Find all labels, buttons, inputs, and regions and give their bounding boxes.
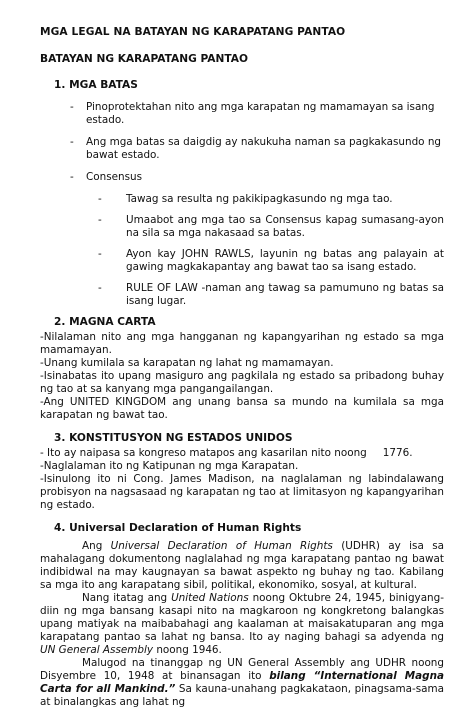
text-bold-italic: bilang “International Magna Carta for all Mankind.” [40, 670, 444, 695]
section-3-body [40, 447, 444, 512]
list-dash: - [70, 101, 74, 113]
list-item [40, 136, 444, 162]
list-dash: - [98, 282, 102, 294]
paragraph-line [40, 447, 444, 460]
list-item [40, 101, 444, 127]
text-run: Malugod na tinanggap ng UN General Assembly ang UDHR noong Disyembre 10, 1948 at binansagan ito [40, 657, 444, 682]
paragraph-line: -Isinabatas ito upang masiguro ang pagkilala ng estado sa pribadong buhay ng tao at sa kanyang mga pangangailangan. [40, 370, 444, 395]
sub-list-item [40, 214, 444, 240]
text-run: (UDHR) ay isa sa mahalagang dokumentong naglalahad ng mga karapatang pantao ng bawat indibidwal na may kaugnayan sa bawat aspekto ng buhay ng tao. Kabilang sa mga ito ang karapatang sibil, politikal, ekonomiko, sosyal, at kultural. [40, 540, 444, 591]
section-2-heading: 2. MAGNA CARTA [54, 316, 156, 328]
text-run: noong 1946. [153, 644, 222, 656]
line-text: - Ito ay naipasa sa kongreso matapos ang kasarilan nito noong [40, 447, 367, 459]
paragraph-line: -Isinulong ito ni Cong. James Madison, na naglalaman ng labindalawang probisyon na nagsasaad ng karapatan ng tao at limitasyon ng kapangyarihan ng estado. [40, 473, 444, 511]
paragraph-line: -Ang UNITED KINGDOM ang unang bansa sa mundo na kumilala sa mga karapatan ng bawat tao. [40, 396, 444, 421]
document-subtitle: BATAYAN NG KARAPATANG PANTAO [40, 53, 248, 65]
sub-list-item [40, 282, 444, 308]
list-dash: - [98, 248, 102, 260]
paragraph-line: -Naglalaman ito ng Katipunan ng mga Karapatan. [40, 460, 299, 472]
document-title: MGA LEGAL NA BATAYAN NG KARAPATANG PANTAO [40, 26, 346, 38]
list-item-text: Consensus [86, 171, 143, 183]
sub-list-item [40, 248, 444, 274]
paragraph [40, 657, 444, 709]
list-dash: - [70, 171, 74, 183]
list-dash: - [70, 136, 74, 148]
list-item-text: Ang mga batas sa daigdig ay nakukuha naman sa pagkakasundo ng bawat estado. [86, 136, 442, 161]
sub-list-item-text: Ayon kay JOHN RAWLS, layunin ng batas ang palayain at gawing magkakapantay ang bawat tao sa isang estado. [126, 248, 444, 273]
paragraph [40, 540, 444, 592]
sub-list-item [40, 193, 444, 206]
sub-list-item-text: Tawag sa resulta ng pakikipagkasundo ng mga tao. [126, 193, 393, 205]
list-item [40, 171, 444, 184]
text-italic: UN General Assembly [40, 644, 154, 656]
sub-list-item-text: RULE OF LAW -naman ang tawag sa pamumuno ng batas sa isang lugar. [126, 282, 444, 307]
year-text: 1776. [382, 447, 413, 459]
text-run: Nang itatag ang [82, 592, 172, 604]
list-dash: - [98, 193, 102, 205]
text-run: noong Oktubre 24, 1945, binigyang-diin ng mga bansang kasapi nito na magkaroon ng kongkretong balangkas upang matiyak na maibabahagi ang kaalaman at maisakatuparan ang mga karapatang pantao sa lahat ng bansa. Ito ay naging bahagi sa adyenda ng [40, 592, 444, 643]
paragraph-line: -Unang kumilala sa karapatan ng lahat ng mamamayan. [40, 357, 334, 369]
list-dash: - [98, 214, 102, 226]
text-run: Sa kauna-unahang pagkakataon, pinagsama-sama at binalangkas ang lahat ng [40, 683, 444, 708]
text-italic: Universal Declaration of Human Rights [110, 540, 333, 552]
text-run: Ang [82, 540, 111, 552]
section-4-heading: 4. Universal Declaration of Human Rights [54, 522, 302, 534]
section-2-body [40, 331, 444, 422]
text-italic: United Nations [171, 592, 249, 604]
list-item-text: Pinoprotektahan nito ang mga karapatan ng mamamayan sa isang estado. [86, 101, 435, 126]
section-1-heading: 1. MGA BATAS [54, 79, 138, 91]
sub-list-item-text: Umaabot ang mga tao sa Consensus kapag sumasang-ayon na sila sa mga nakasaad sa batas. [126, 214, 444, 239]
section-3-heading: 3. KONSTITUSYON NG ESTADOS UNIDOS [54, 432, 293, 444]
paragraph [40, 592, 444, 657]
paragraph-line: -Nilalaman nito ang mga hangganan ng kapangyarihan ng estado sa mga mamamayan. [40, 331, 444, 356]
